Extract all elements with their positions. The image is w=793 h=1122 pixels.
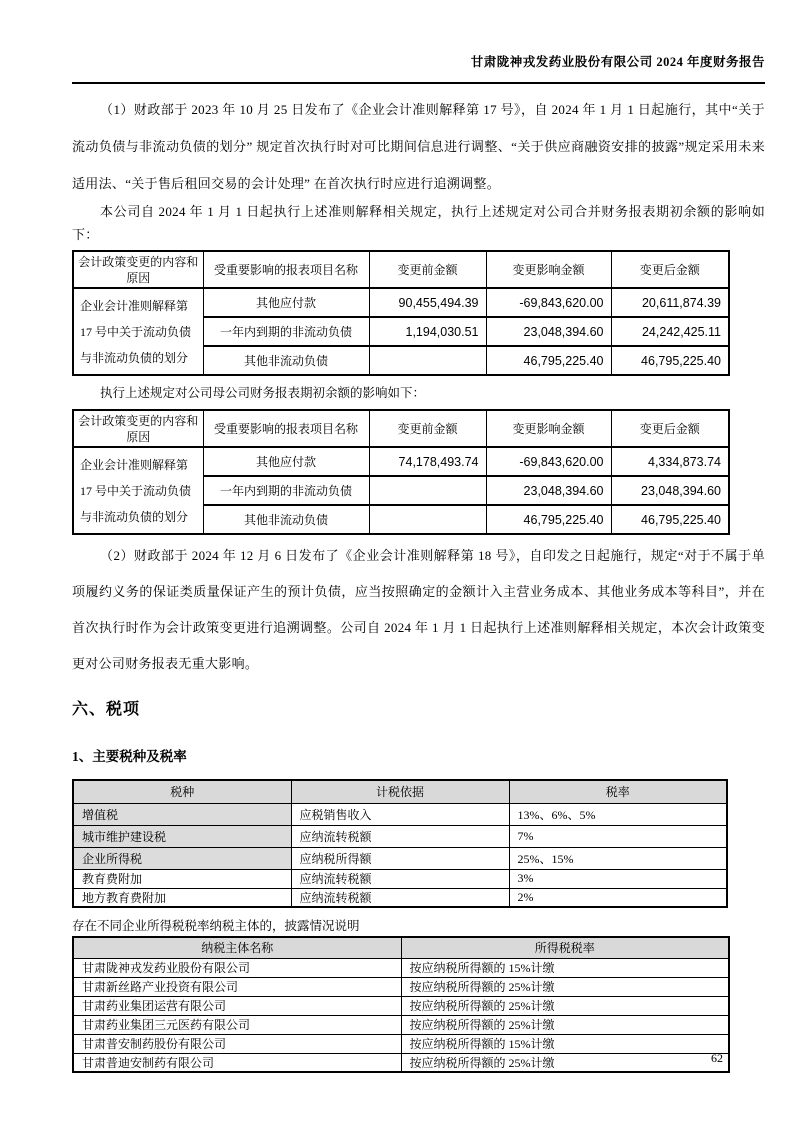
table-row <box>73 1053 729 1072</box>
header-tax-type: 税种 <box>73 780 291 803</box>
cell-tax-type: 增值税 <box>73 803 291 825</box>
cell-tax-type: 教育费附加 <box>73 869 291 888</box>
table-row <box>73 958 729 977</box>
table-row <box>73 888 727 907</box>
cell-impact: 46,795,225.40 <box>486 346 611 375</box>
table-tax-rates <box>72 779 728 908</box>
cell-after: 20,611,874.39 <box>611 288 729 317</box>
paragraph-consolidated-intro: 本公司自 2024 年 1 月 1 日起执行上述准则解释相关规定，执行上述规定对公司合并财务报表期初余额的影响如下： <box>72 204 765 242</box>
cell-impact: 46,795,225.40 <box>486 505 611 534</box>
paragraph-parent-intro: 执行上述规定对公司母公司财务报表期初余额的影响如下： <box>100 386 426 400</box>
cell-before <box>369 476 486 505</box>
page-content <box>0 91 793 1073</box>
page-header <box>72 0 765 84</box>
cell-impact: 23,048,394.60 <box>486 476 611 505</box>
table-row <box>73 847 727 869</box>
table-row <box>73 447 729 476</box>
table-row <box>73 996 729 1015</box>
header-tax-rate: 税率 <box>509 780 727 803</box>
header-change-reason: 会计政策变更的内容和原因 <box>73 251 203 288</box>
cell-tax-type: 企业所得税 <box>73 847 291 869</box>
note-different-tax-rates: 存在不同企业所得税税率纳税主体的，披露情况说明 <box>72 919 360 933</box>
header-amount-before: 变更前金额 <box>369 410 486 447</box>
header-change-reason: 会计政策变更的内容和原因 <box>73 410 203 447</box>
table-row <box>73 977 729 996</box>
cell-after: 4,334,873.74 <box>611 447 729 476</box>
cell-taxpayer-name: 甘肃新丝路产业投资有限公司 <box>73 977 401 996</box>
table-row <box>73 825 727 847</box>
table-header-row <box>73 780 727 803</box>
table-parent-impact <box>72 409 730 535</box>
report-title: 甘肃陇神戎发药业股份有限公司 2024 年度财务报告 <box>470 55 765 69</box>
cell-tax-basis: 应纳税所得额 <box>291 847 509 869</box>
cell-tax-rate: 3% <box>509 869 727 888</box>
table-consolidated-impact <box>72 250 730 376</box>
cell-before <box>369 346 486 375</box>
cell-change-reason: 企业会计准则解释第 17 号中关于流动负债与非流动负债的划分 <box>73 447 203 534</box>
cell-income-tax-rate: 按应纳税所得额的 15%计缴 <box>401 958 729 977</box>
cell-tax-basis: 应纳流转税额 <box>291 869 509 888</box>
page-number: 62 <box>711 1051 723 1065</box>
header-amount-impact: 变更影响金额 <box>486 251 611 288</box>
table-row <box>73 1034 729 1053</box>
cell-item: 一年内到期的非流动负债 <box>203 317 369 346</box>
paragraph-interpretation-18: （2）财政部于 2024 年 12 月 6 日发布了《企业会计准则解释第 18 号》，自印发之日起施行，规定“对于不属于单项履约义务的保证类质量保证产生的预计负债，应当按照确定的金额计入主营业务成本、其他业务成本等科目”，并在首次执行时作为会计政策变更进行追溯调整。公司自 2024 年 1 月 1 日起执行上述准则解释相关规定，本次会计政策变更对公司财务报表无重大影响。 <box>72 548 765 671</box>
table-header-row <box>73 251 729 288</box>
header-taxpayer-name: 纳税主体名称 <box>73 937 401 958</box>
table-row <box>73 869 727 888</box>
cell-income-tax-rate: 按应纳税所得额的 25%计缴 <box>401 996 729 1015</box>
cell-taxpayer-name: 甘肃药业集团运营有限公司 <box>73 996 401 1015</box>
table-row <box>73 803 727 825</box>
cell-tax-type: 城市维护建设税 <box>73 825 291 847</box>
header-tax-basis: 计税依据 <box>291 780 509 803</box>
cell-income-tax-rate: 按应纳税所得额的 25%计缴 <box>401 1053 729 1072</box>
header-amount-after: 变更后金额 <box>611 410 729 447</box>
cell-after: 24,242,425.11 <box>611 317 729 346</box>
cell-impact: -69,843,620.00 <box>486 447 611 476</box>
cell-tax-rate: 25%、15% <box>509 847 727 869</box>
cell-tax-type: 地方教育费附加 <box>73 888 291 907</box>
cell-impact: -69,843,620.00 <box>486 288 611 317</box>
header-income-tax-rate: 所得税税率 <box>401 937 729 958</box>
table-header-row <box>73 410 729 447</box>
table-header-row <box>73 937 729 958</box>
cell-item: 其他非流动负债 <box>203 505 369 534</box>
header-amount-after: 变更后金额 <box>611 251 729 288</box>
cell-income-tax-rate: 按应纳税所得额的 25%计缴 <box>401 1015 729 1034</box>
cell-tax-basis: 应纳流转税额 <box>291 888 509 907</box>
header-amount-before: 变更前金额 <box>369 251 486 288</box>
cell-change-reason: 企业会计准则解释第 17 号中关于流动负债与非流动负债的划分 <box>73 288 203 375</box>
cell-tax-rate: 13%、6%、5% <box>509 803 727 825</box>
cell-after: 46,795,225.40 <box>611 505 729 534</box>
cell-income-tax-rate: 按应纳税所得额的 25%计缴 <box>401 977 729 996</box>
cell-taxpayer-name: 甘肃普迪安制药有限公司 <box>73 1053 401 1072</box>
cell-taxpayer-name: 甘肃普安制药股份有限公司 <box>73 1034 401 1053</box>
cell-taxpayer-name: 甘肃药业集团三元医药有限公司 <box>73 1015 401 1034</box>
cell-impact: 23,048,394.60 <box>486 317 611 346</box>
cell-taxpayer-name: 甘肃陇神戎发药业股份有限公司 <box>73 958 401 977</box>
subsection-title-main-taxes: 1、主要税种及税率 <box>72 749 187 764</box>
cell-after: 23,048,394.60 <box>611 476 729 505</box>
cell-item: 一年内到期的非流动负债 <box>203 476 369 505</box>
cell-tax-basis: 应税销售收入 <box>291 803 509 825</box>
header-amount-impact: 变更影响金额 <box>486 410 611 447</box>
header-affected-item: 受重要影响的报表项目名称 <box>203 410 369 447</box>
table-row <box>73 288 729 317</box>
cell-tax-basis: 应纳流转税额 <box>291 825 509 847</box>
cell-before: 74,178,493.74 <box>369 447 486 476</box>
cell-tax-rate: 7% <box>509 825 727 847</box>
header-affected-item: 受重要影响的报表项目名称 <box>203 251 369 288</box>
cell-item: 其他应付款 <box>203 447 369 476</box>
cell-item: 其他非流动负债 <box>203 346 369 375</box>
table-row <box>73 1015 729 1034</box>
section-title-tax: 六、税项 <box>72 701 141 718</box>
paragraph-interpretation-17: （1）财政部于 2023 年 10 月 25 日发布了《企业会计准则解释第 17 号》，自 2024 年 1 月 1 日起施行，其中“关于流动负债与非流动负债的划分” 规定首次执行时对可比期间信息进行调整、“关于供应商融资安排的披露”规定采用未来适用法、“关于售后租回交易的会计处理” 在首次执行时应进行追溯调整。 <box>72 102 765 191</box>
cell-before: 1,194,030.51 <box>369 317 486 346</box>
cell-item: 其他应付款 <box>203 288 369 317</box>
table-taxpayer-rates <box>72 936 730 1073</box>
cell-after: 46,795,225.40 <box>611 346 729 375</box>
cell-before <box>369 505 486 534</box>
cell-income-tax-rate: 按应纳税所得额的 15%计缴 <box>401 1034 729 1053</box>
cell-tax-rate: 2% <box>509 888 727 907</box>
cell-before: 90,455,494.39 <box>369 288 486 317</box>
